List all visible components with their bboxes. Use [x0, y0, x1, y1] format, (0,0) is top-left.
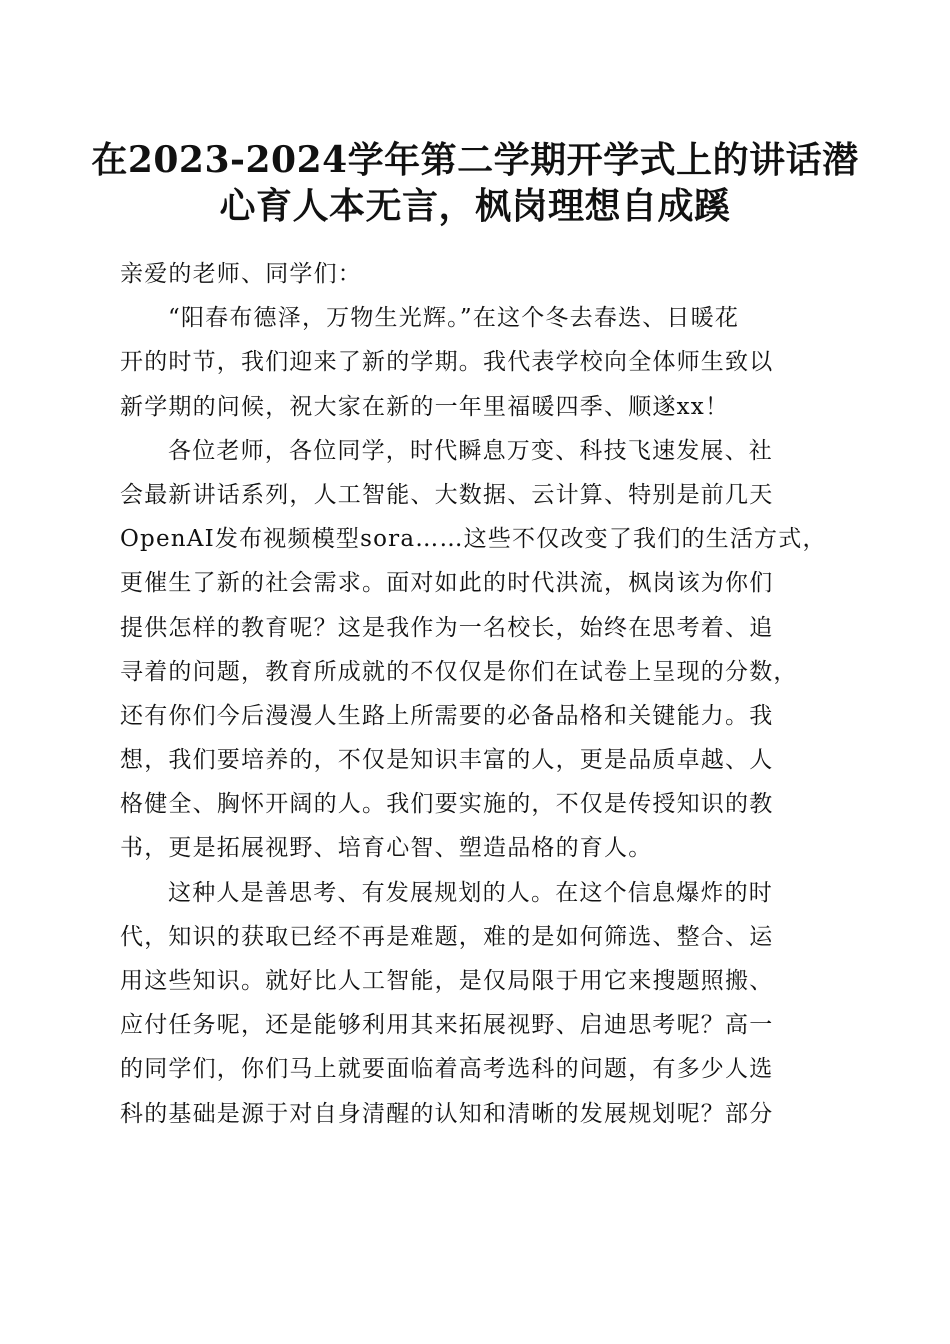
body-line: 这种人是善思考、有发展规划的人。在这个信息爆炸的时: [168, 879, 773, 906]
salutation: 亲爱的老师、同学们：: [120, 261, 362, 287]
body-line: OpenAI发布视频模型sora……这些不仅改变了我们的生活方式，: [120, 526, 827, 553]
body-line: 代，知识的获取已经不再是难题，难的是如何筛选、整合、运: [120, 923, 774, 950]
body-line: 寻着的问题，教育所成就的不仅仅是你们在试卷上呈现的分数，: [120, 658, 798, 685]
body-line: 书，更是拓展视野、培育心智、塑造品格的育人。: [120, 835, 653, 862]
body-line: 还有你们今后漫漫人生路上所需要的必备品格和关键能力。我: [120, 702, 774, 729]
body-line: 想，我们要培养的，不仅是知识丰富的人，更是品质卓越、人: [120, 747, 774, 774]
body-line: 更催生了新的社会需求。面对如此的时代洪流，枫岗该为你们: [120, 570, 774, 597]
document-body: [120, 252, 840, 1136]
body-line: 科的基础是源于对自身清醒的认知和清晰的发展规划呢？部分: [120, 1100, 774, 1127]
document-title-line-2: 心育人本无言，枫岗理想自成蹊: [219, 185, 731, 227]
body-line: 开的时节，我们迎来了新的学期。我代表学校向全体师生致以: [120, 349, 774, 376]
body-line: 格健全、胸怀开阔的人。我们要实施的，不仅是传授知识的教: [120, 791, 774, 818]
body-line: 会最新讲话系列，人工智能、大数据、云计算、特别是前几天: [120, 481, 774, 508]
body-line: 用这些知识。就好比人工智能，是仅局限于用它来搜题照搬、: [120, 968, 774, 994]
body-line: 各位老师，各位同学，时代瞬息万变、科技飞速发展、社: [168, 437, 773, 464]
body-line: 提供怎样的教育呢？这是我作为一名校长，始终在思考着、追: [120, 614, 774, 641]
body-line: “阳春布德泽，万物生光辉。”在这个冬去春迭、日暖花: [168, 305, 740, 332]
body-line: 新学期的问候，祝大家在新的一年里福暖四季、顺遂xx！: [120, 393, 730, 420]
body-line: 应付任务呢，还是能够利用其来拓展视野、启迪思考呢？高一: [120, 1012, 774, 1039]
document-title-line-1: 在2023-2024学年第二学期开学式上的讲话潜: [91, 139, 859, 181]
body-line: 的同学们，你们马上就要面临着高考选科的问题，有多少人选: [120, 1056, 774, 1083]
